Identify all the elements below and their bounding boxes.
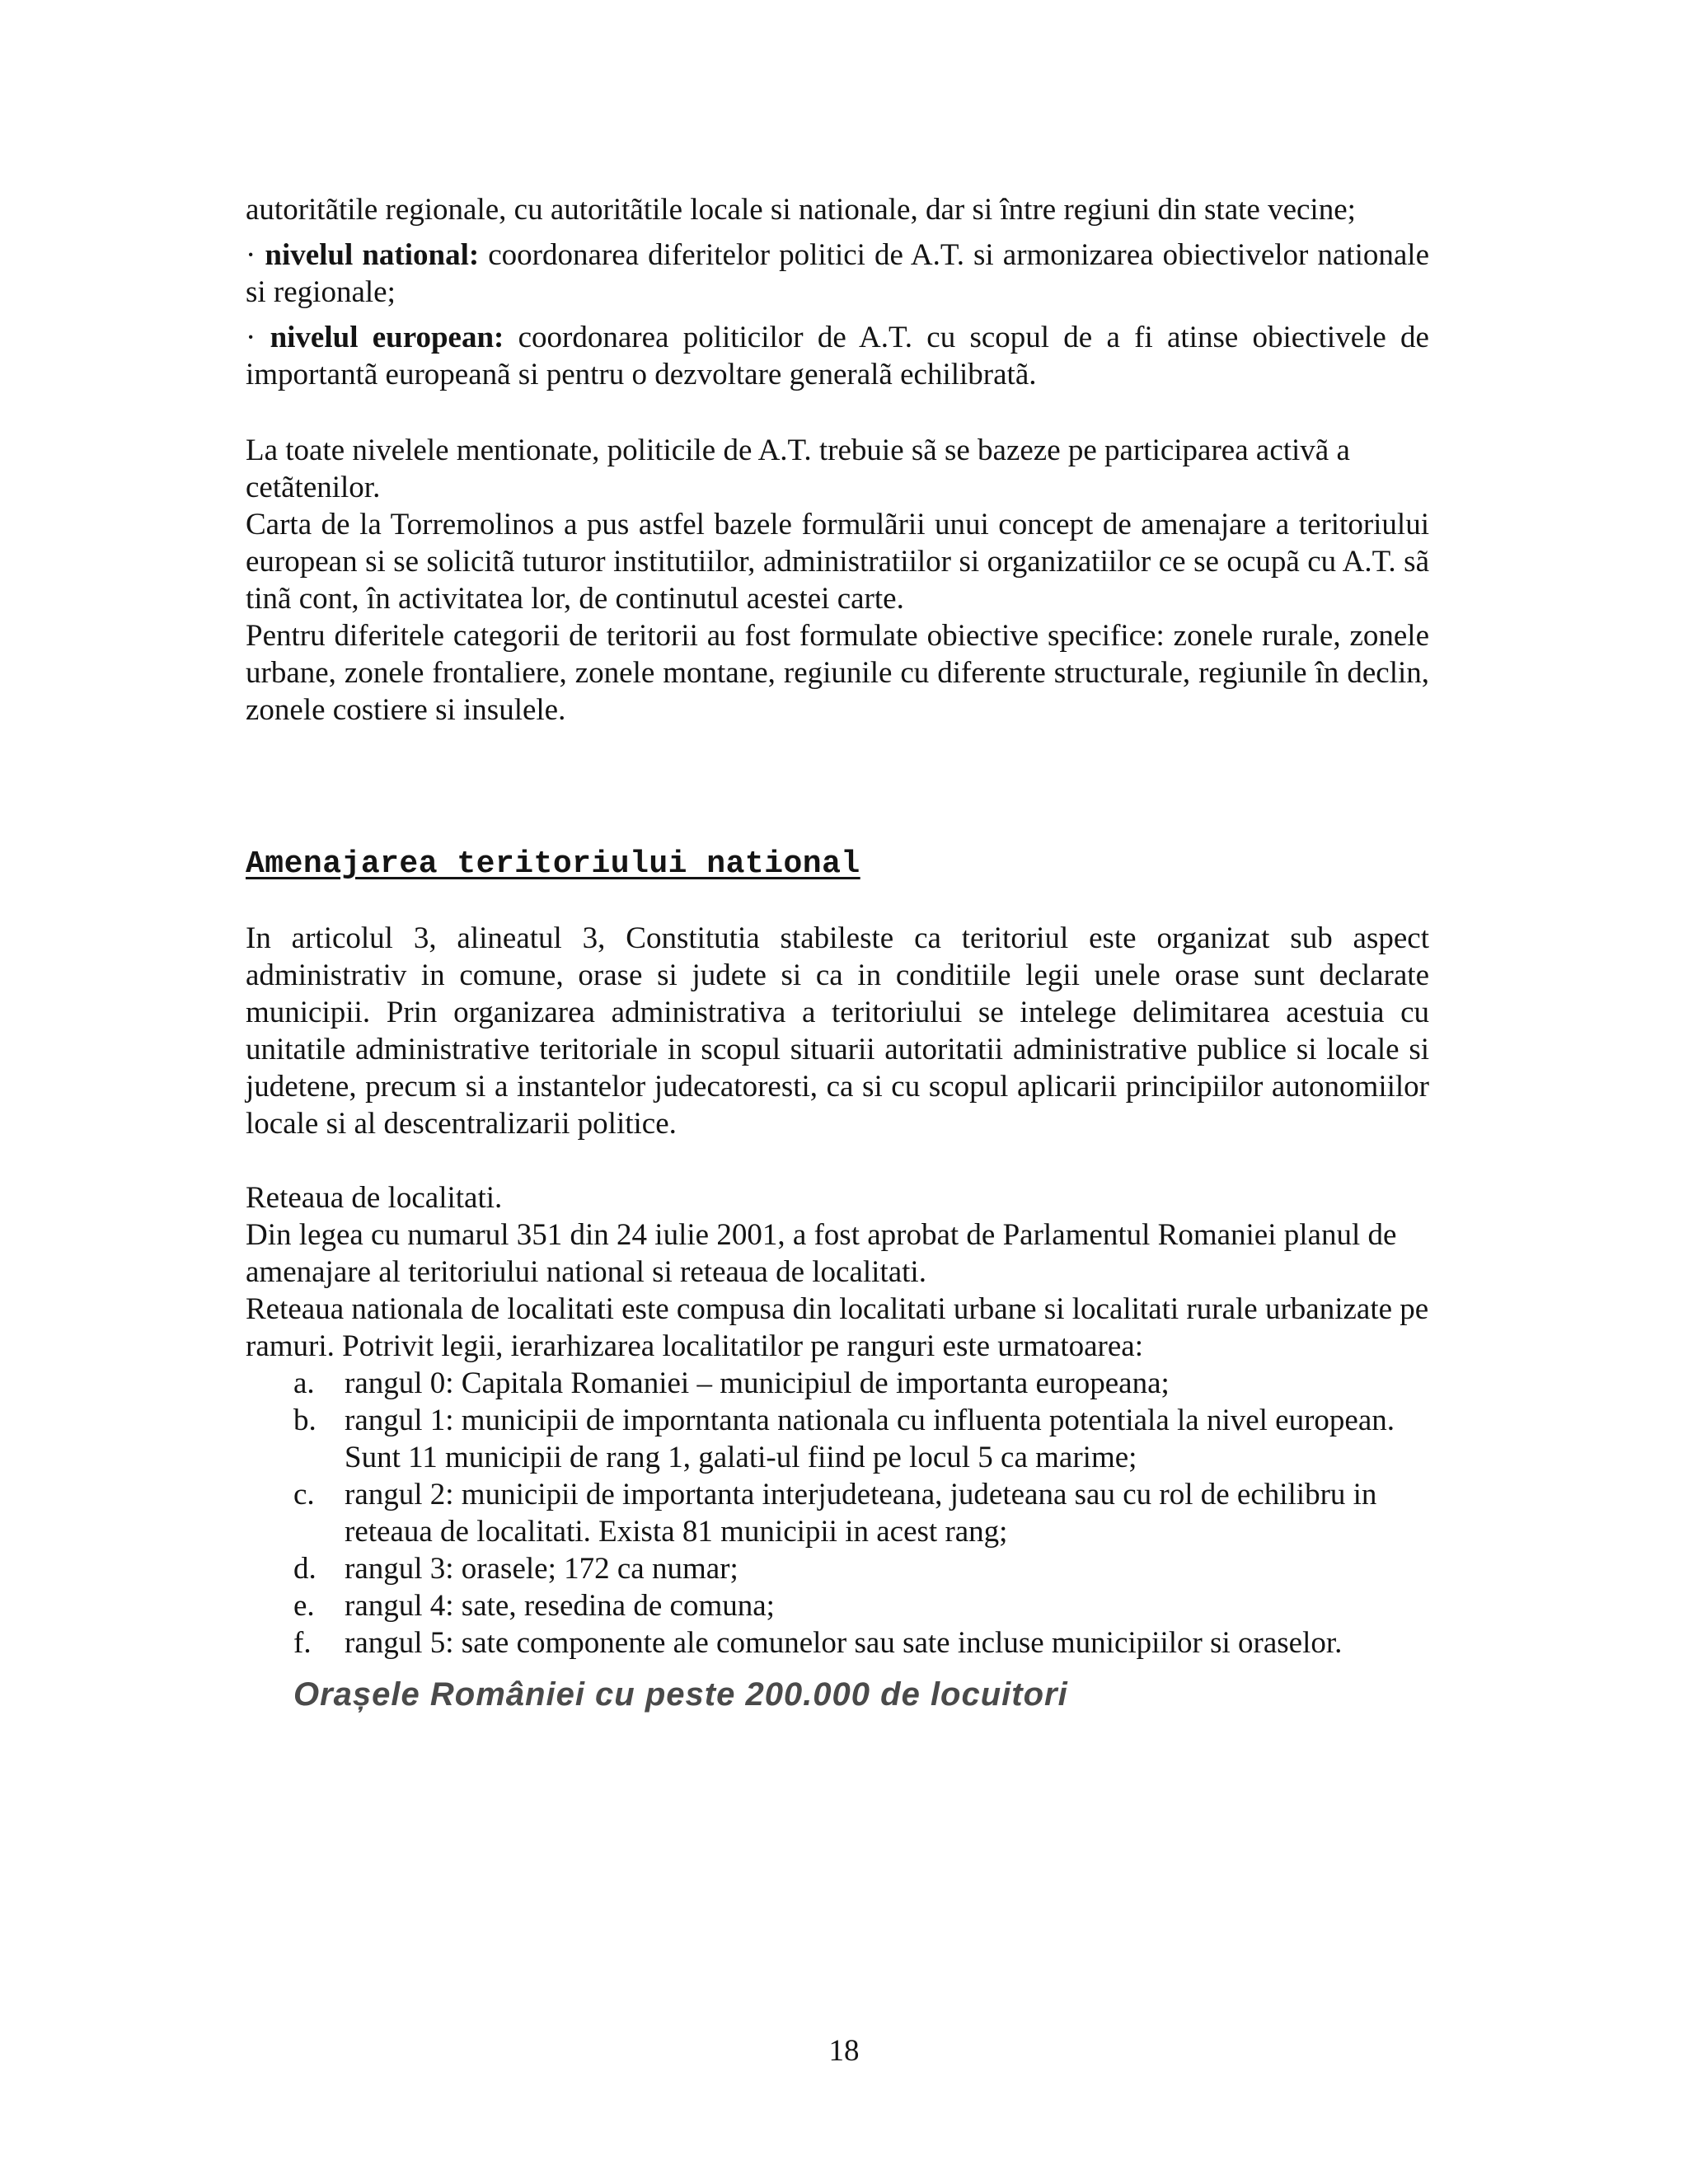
paragraph: Carta de la Torremolinos a pus astfel bazele formulãrii unui concept de amenajare a teritoriului european si se solicitã tuturor institutiilor, administratiilor si organizatiilor ce se ocupã cu A.T. sã tinã cont, în activitatea lor, de continutul acestei carte. xyxy=(246,508,1429,616)
document-body xyxy=(246,191,1429,1713)
paragraph: Reteaua nationala de localitati este compusa din localitati urbane si localitati rurale urbanizate pe ramuri. Potrivit legii, ierarhizarea localitatilor pe ranguri este urmatoarea: xyxy=(246,1292,1429,1363)
paragraph: autoritãtile regionale, cu autoritãtile locale si nationale, dar si între regiuni din state vecine; xyxy=(246,193,1356,227)
figure-caption: Orașele României cu peste 200.000 de locuitori xyxy=(293,1676,1068,1713)
bullet-label: nivelul european: xyxy=(270,321,504,354)
page-number: 18 xyxy=(828,2034,860,2068)
list-marker: c. xyxy=(293,1478,315,1511)
list-item xyxy=(293,1476,1429,1550)
paragraph: La toate nivelele mentionate, politicile de A.T. trebuie sã se bazeze pe participarea activã a cetãtenilor. xyxy=(246,434,1350,504)
list-item xyxy=(293,1587,1429,1624)
list-item-text: rangul 1: municipii de imporntanta nationala cu influenta potentiala la nivel european. Sunt 11 municipii de rang 1, galati-ul fiind pe locul 5 ca marime; xyxy=(345,1404,1395,1474)
section-heading: Amenajarea teritoriului national xyxy=(246,846,860,882)
list-marker: a. xyxy=(293,1366,315,1400)
list-marker: d. xyxy=(293,1552,316,1586)
list-item-text: rangul 5: sate componente ale comunelor sau sate incluse municipiilor si oraselor. xyxy=(345,1626,1343,1660)
list-item xyxy=(293,1624,1429,1661)
bullet-national: · nivelul national: coordonarea diferitelor politici de A.T. si armonizarea obiectivelor nationale si regionale; xyxy=(246,238,1429,309)
list-item-text: rangul 3: orasele; 172 ca numar; xyxy=(345,1552,738,1586)
rank-list xyxy=(246,1365,1429,1661)
paragraph: Din legea cu numarul 351 din 24 iulie 2001, a fost aprobat de Parlamentul Romaniei planul de amenajare al teritoriului national si reteaua de localitati. xyxy=(246,1218,1397,1289)
list-marker: f. xyxy=(293,1626,312,1660)
paragraph: Reteaua de localitati. xyxy=(246,1181,503,1215)
bullet-label: nivelul national: xyxy=(265,238,480,272)
list-item xyxy=(293,1402,1429,1476)
list-marker: e. xyxy=(293,1589,315,1623)
list-item xyxy=(293,1365,1429,1402)
bullet-european: · nivelul european: coordonarea politicilor de A.T. cu scopul de a fi atinse obiectivele de importantã europeanã si pentru o dezvoltare generalã echilibratã. xyxy=(246,321,1429,391)
paragraph: Pentru diferitele categorii de teritorii au fost formulate obiective specifice: zonele rurale, zonele urbane, zonele frontaliere, zonele montane, regiunile cu diferente structurale, regiunile în declin, zonele costiere si insulele. xyxy=(246,619,1429,727)
list-item xyxy=(293,1550,1429,1587)
bullet-text: coordonarea diferitelor politici de A.T. si armonizarea obiectivelor nationale si regionale; xyxy=(246,238,1429,309)
list-marker: b. xyxy=(293,1404,316,1437)
list-item-text: rangul 0: Capitala Romaniei – municipiul de importanta europeana; xyxy=(345,1366,1170,1400)
list-item-text: rangul 2: municipii de importanta interjudeteana, judeteana sau cu rol de echilibru in reteaua de localitati. Exista 81 municipii in acest rang; xyxy=(345,1478,1377,1549)
paragraph: In articolul 3, alineatul 3, Constitutia stabileste ca teritoriul este organizat sub aspect administrativ in comune, orase si judete si ca in conditiile legii unele orase sunt declarate municipii. Prin organizarea administrativa a teritoriului se intelege delimitarea acestuia cu unitatile administrative teritoriale in scopul situarii autoritatii administrative publice si locale si judetene, precum si a instantelor judecatoresti, ca si cu scopul aplicarii principiilor autonomiilor locale si al descentralizarii politice. xyxy=(246,921,1429,1141)
bullet-text: coordonarea politicilor de A.T. cu scopul de a fi atinse obiectivele de importantã europeanã si pentru o dezvoltare generalã echilibratã. xyxy=(246,321,1429,391)
list-item-text: rangul 4: sate, resedina de comuna; xyxy=(345,1589,775,1623)
